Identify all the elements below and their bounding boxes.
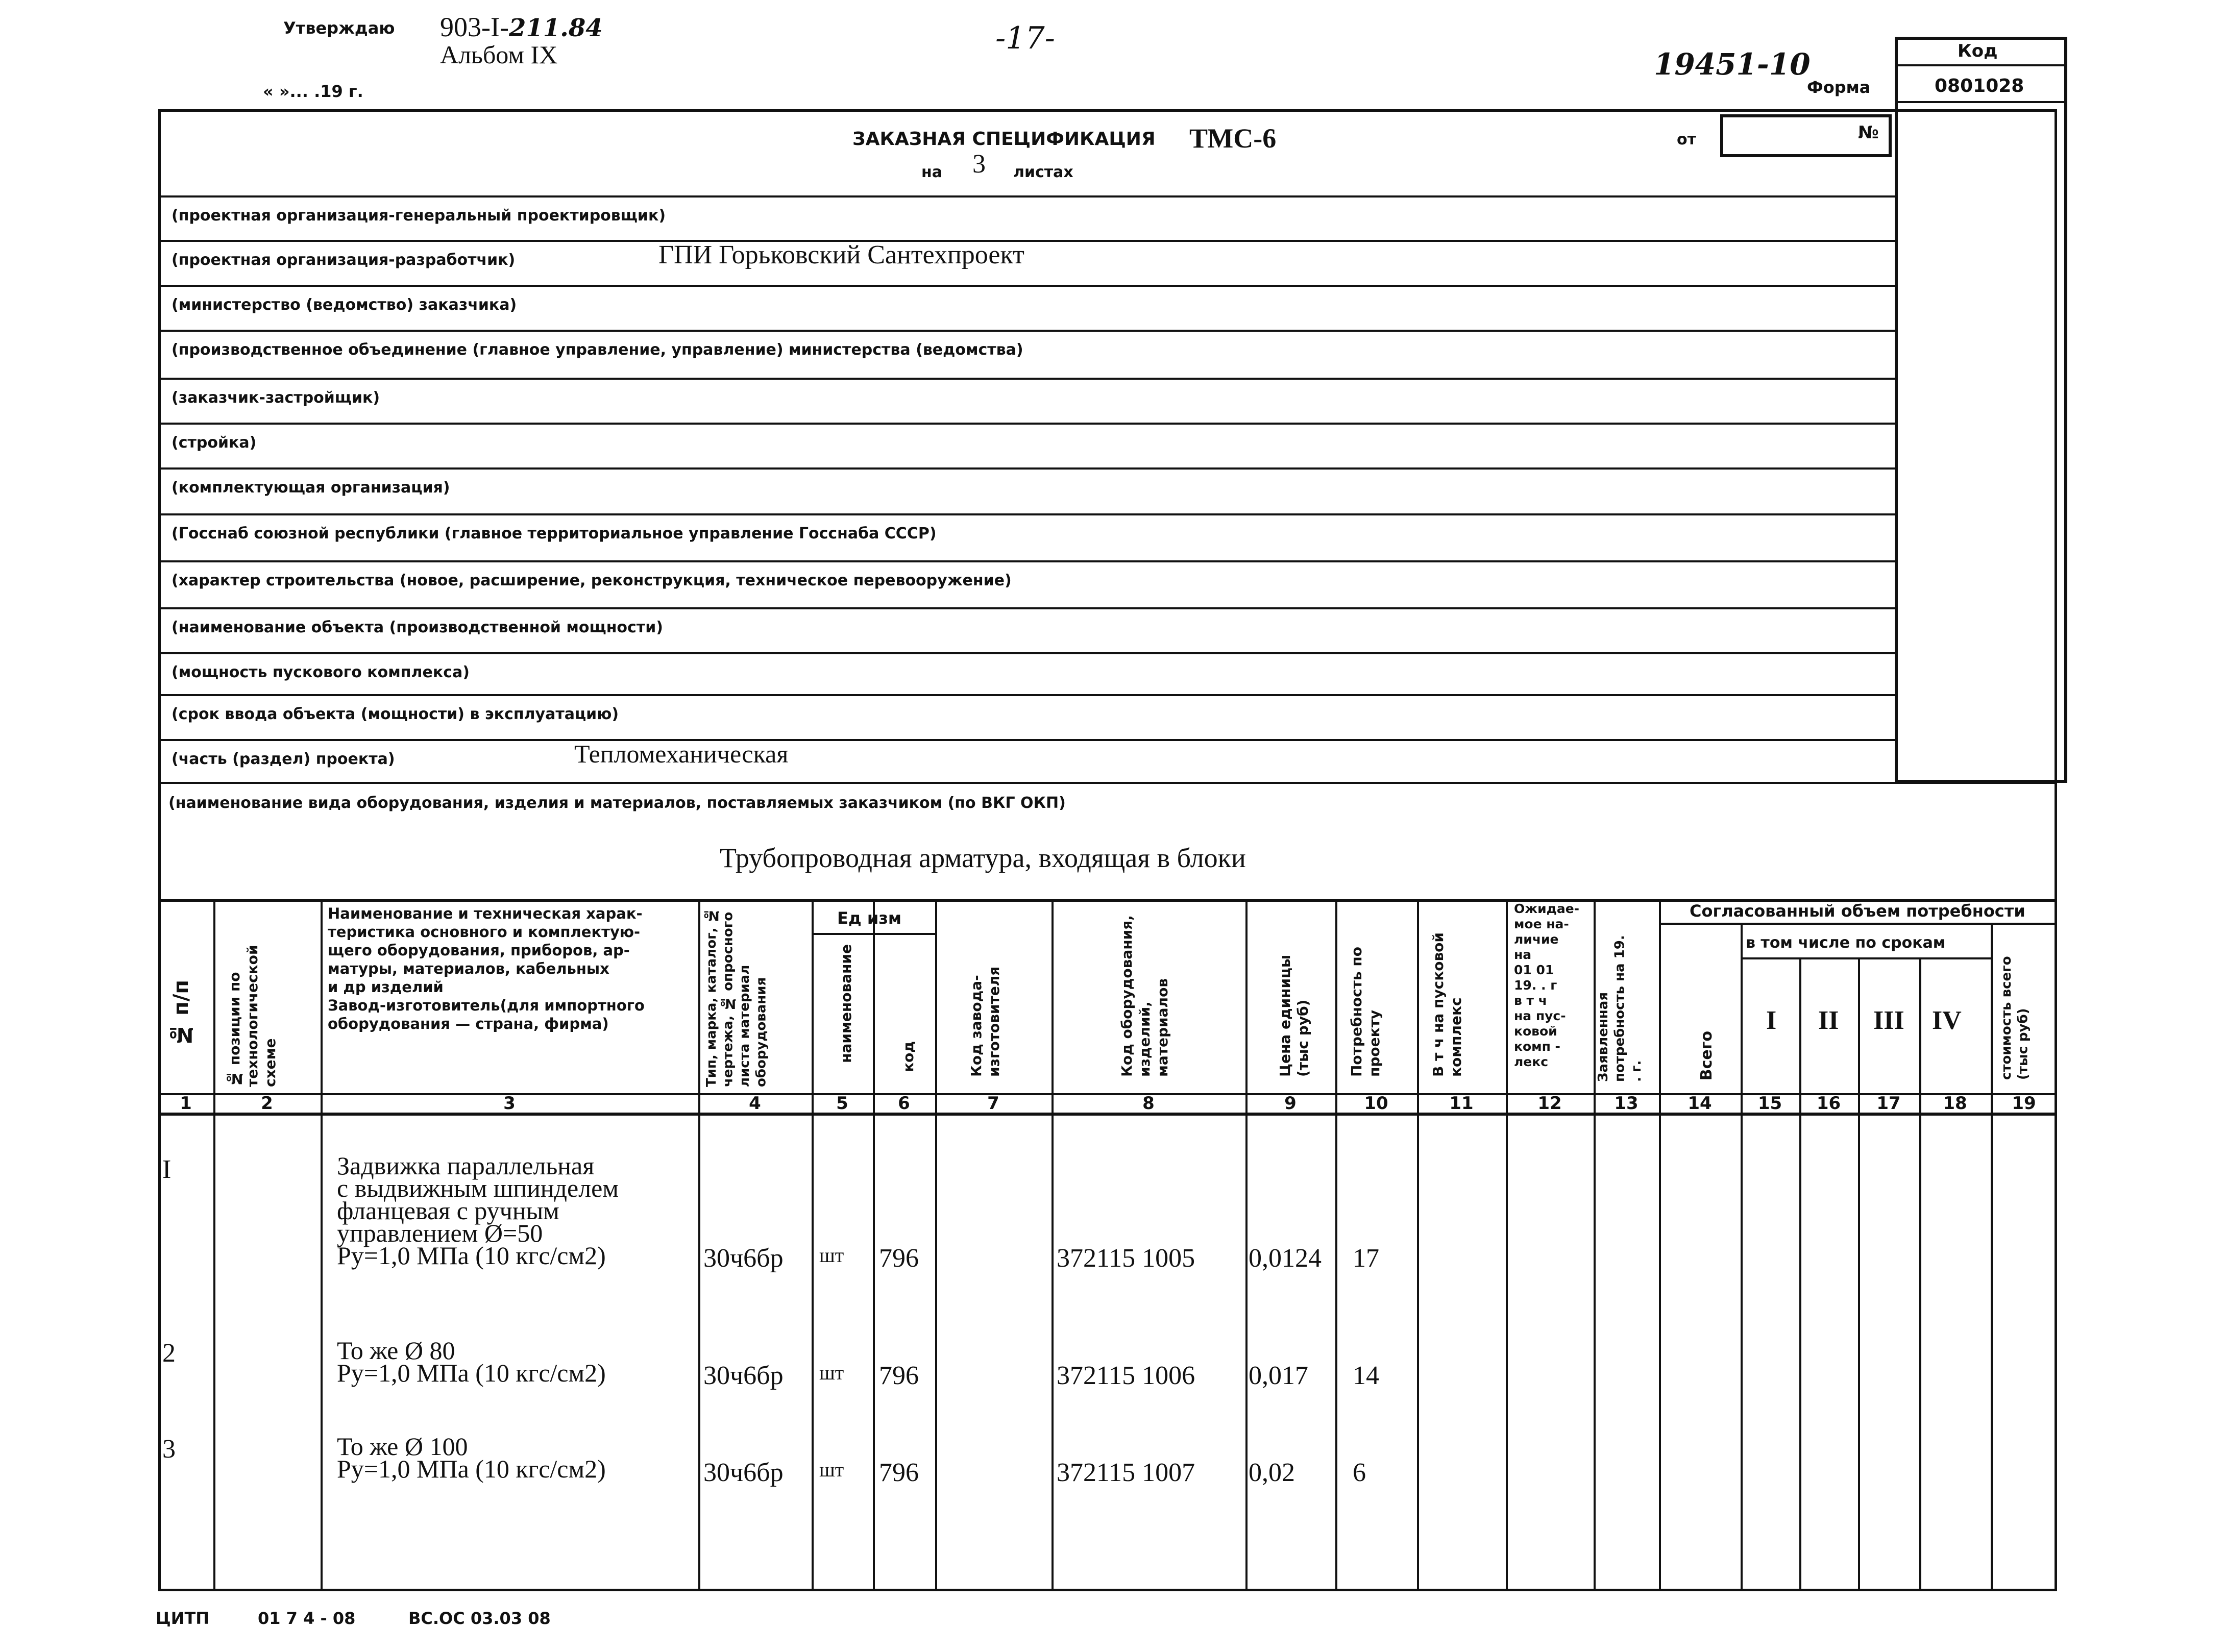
col3-line: матуры, материалов, кабельных [328,960,609,977]
field-divider [158,739,1896,741]
column-number: 17 [1876,1093,1901,1114]
row-description-line: Ру=1,0 МПа (10 кгс/см2) [337,1359,606,1387]
column-line [1919,957,1921,1591]
field-label: (стройка) [172,434,257,452]
col-header-18: IV [1932,1006,1962,1035]
project-code-hand: 211.84 [508,14,603,42]
unit-group-header: Ед изм [837,908,902,928]
col-header-12 [1514,901,1579,1070]
row-description-line: управлением Ø=50 [337,1219,543,1247]
row-number: I [162,1155,172,1184]
column-line [1659,899,1661,1591]
row-number: 3 [162,1435,176,1464]
approve-label: Утверждаю [283,18,395,38]
field-divider [158,513,1896,515]
field-value[interactable] [613,330,715,350]
column-line [1052,899,1054,1591]
col12-line: личие [1514,932,1559,947]
col3-line: Завод-изготовитель(для импортного [328,997,645,1014]
col3-line: Наименование и техническая харак- [328,905,643,922]
column-line [812,899,814,1591]
field-value[interactable] [613,513,715,534]
col-header-7: Код завода-изготовителя [968,966,1003,1077]
column-line [1245,899,1248,1591]
row-equipment-code: 372115 1007 [1057,1458,1195,1487]
field-label: (срок ввода объекта (мощности) в эксплуатацию) [172,705,619,723]
column-number: 7 [987,1093,999,1114]
col3-line: теристика основного и комплектую- [328,923,641,941]
column-number: 18 [1943,1093,1967,1114]
col-header-2: № позиции по технологической схеме [226,945,279,1087]
sheets-count: 3 [972,150,986,179]
field-divider [158,423,1896,425]
column-line [1858,957,1860,1591]
column-number: 16 [1816,1093,1841,1114]
column-number: 6 [898,1093,910,1114]
page-number: -17- [995,20,1055,56]
column-line [1506,899,1508,1591]
field-divider [158,378,1896,380]
column-line [935,899,937,1591]
field-divider [158,560,1896,562]
album-label: Альбом IX [440,40,558,69]
col-header-6: код [900,1041,917,1072]
column-number: 4 [749,1093,761,1114]
column-number: 3 [503,1093,516,1114]
field-label: (характер строительства (новое, расширение, реконструкция, техническое перевооружение) [172,572,1012,589]
row-price: 0,017 [1249,1361,1308,1390]
project-code-prefix: 903-I- [440,12,509,42]
row-description-line: с выдвижным шпинделем [337,1174,619,1202]
row-description-line: Ру=1,0 МПа (10 кгс/см2) [337,1241,606,1270]
field-value[interactable] [613,467,715,488]
col-header-19: стоимость всего (тыс руб) [1999,956,2031,1080]
col-header-4: Тип, марка, каталог, № чертежа, № опросного листа материал оборудования [704,907,769,1087]
col-header-3 [328,904,645,1033]
col12-line: 01 01 [1514,963,1554,977]
col12-line: комп - [1514,1039,1560,1054]
equipment-kind-label: (наименование вида оборудования, изделия и материалов, поставляемых заказчиком (по ВКГ ОКП) [168,794,1066,812]
col12-line: лекс [1514,1054,1549,1069]
row-description-line: Ру=1,0 МПа (10 кгс/см2) [337,1454,606,1483]
col-header-11: В т ч на пусковой комплекс [1430,932,1464,1077]
column-number: 12 [1537,1093,1562,1114]
column-number: 11 [1449,1093,1474,1114]
field-value[interactable] [613,694,715,714]
col12-line: на пус- [1514,1008,1566,1023]
column-line [698,899,700,1591]
row-unit-code: 796 [879,1361,919,1390]
row-description-line: Задвижка параллельная [337,1151,595,1180]
project-code [440,11,603,43]
col12-line: в т ч [1514,993,1547,1008]
field-label: (мощность пускового комплекса) [172,663,470,681]
field-divider [158,240,1896,242]
column-line [1417,899,1419,1591]
row-need: 6 [1353,1458,1366,1487]
footer-left: ЦИТП [156,1609,210,1628]
col-header-5: наименование [838,944,854,1063]
approval-date: « »... .19 г. [263,82,363,101]
field-divider [158,607,1896,609]
field-value[interactable] [613,560,715,581]
field-label: (комплектующая организация) [172,479,450,497]
field-value[interactable] [613,195,715,216]
ot-label: от [1677,131,1696,149]
footer-mid: 01 7 4 - 08 [258,1609,356,1628]
col12-line: ковой [1514,1024,1557,1039]
column-line [1335,899,1337,1591]
col3-line: и др изделий [328,978,444,996]
col-header-15: I [1766,1006,1777,1035]
row-description-line: То же Ø 80 [337,1336,455,1365]
no-label: № [1858,122,1879,143]
field-value[interactable] [613,652,715,673]
field-divider [158,467,1896,470]
field-label: (наименование объекта (производственной мощности) [172,619,663,636]
row-unit: шт [819,1361,844,1384]
col3-line: оборудования — страна, фирма) [328,1015,609,1032]
field-value[interactable] [613,285,715,305]
row-unit: шт [819,1458,844,1481]
row-type: 30ч6бр [703,1458,784,1487]
col-header-1: № п/п [169,980,193,1046]
column-number: 8 [1142,1093,1155,1114]
col-header-10: Потребность по проекту [1348,947,1383,1077]
forma-label: Форма [1807,78,1871,97]
sheets-prefix: на [921,163,942,181]
row-need: 14 [1353,1361,1379,1390]
field-divider [158,195,1896,198]
field-value[interactable]: ГПИ Горьковский Сантехпроект [658,240,1024,269]
row-need: 17 [1353,1244,1379,1273]
field-label: (заказчик-застройщик) [172,389,380,407]
column-line [321,899,323,1591]
field-label: (производственное объединение (главное управление, управление) министерства (ведомства) [172,341,1023,359]
field-label: (проектная организация-разработчик) [172,251,516,269]
column-number: 9 [1284,1093,1297,1114]
row-description-line: фланцевая с ручным [337,1196,559,1225]
spec-title: ЗАКАЗНАЯ СПЕЦИФИКАЦИЯ [852,129,1156,150]
column-number: 2 [261,1093,273,1114]
footer-right: ВС.ОС 03.03 08 [408,1609,551,1628]
col12-line: мое на- [1514,917,1569,931]
col-header-13: Заявленная потребность на 19. . г. [1596,935,1644,1082]
kod-label: Код [1958,41,1998,61]
row-unit: шт [819,1244,844,1267]
column-line [1741,923,1743,1591]
spec-code: ТМС-6 [1189,123,1277,154]
terms-group-header: в том числе по срокам [1746,934,1946,952]
sheets-suffix: листах [1013,163,1073,181]
col3-line: щего оборудования, приборов, ар- [328,942,630,959]
row-equipment-code: 372115 1006 [1057,1361,1195,1390]
column-number: 15 [1757,1093,1782,1114]
equipment-kind-value: Трубопроводная арматура, входящая в блоки [720,843,1246,873]
column-line [873,899,875,1591]
row-unit-code: 796 [879,1244,919,1273]
row-equipment-code: 372115 1005 [1057,1244,1195,1273]
row-price: 0,0124 [1249,1244,1322,1273]
field-value[interactable] [613,607,715,628]
row-number: 2 [162,1339,176,1368]
column-line [1799,957,1801,1591]
col12-line: 19. . г [1514,978,1557,993]
field-divider [158,694,1896,696]
col-header-17: III [1873,1006,1904,1035]
agreed-group-header: Согласованный объем потребности [1690,901,2025,921]
column-number: 10 [1364,1093,1388,1114]
column-number: 1 [180,1093,192,1114]
field-label: (министерство (ведомство) заказчика) [172,296,517,314]
col-header-9: Цена единицы (тыс руб) [1277,954,1311,1077]
column-number: 19 [2012,1093,2036,1114]
col12-line: на [1514,947,1532,962]
col-header-8: Код оборудования, изделий, материалов [1118,915,1171,1077]
row-price: 0,02 [1249,1458,1295,1487]
field-divider [158,285,1896,287]
column-line [213,899,215,1591]
field-label: (Госснаб союзной республики (главное территориальное управление Госснаба СССР) [172,525,937,543]
field-value[interactable] [613,423,715,443]
column-number: 13 [1614,1093,1639,1114]
column-number: 14 [1688,1093,1712,1114]
col-header-14: Всего [1698,1031,1716,1081]
column-line [1991,923,1993,1591]
field-label: (проектная организация-генеральный проектировщик) [172,207,666,225]
field-value[interactable] [613,378,715,398]
row-type: 30ч6бр [703,1361,784,1390]
row-unit-code: 796 [879,1458,919,1487]
field-label: (часть (раздел) проекта) [172,750,395,768]
column-number: 5 [836,1093,848,1114]
row-description-line: То же Ø 100 [337,1432,468,1461]
col12-line: Ожидае- [1514,901,1580,916]
field-divider [158,330,1896,332]
row-type: 30ч6бр [703,1244,784,1273]
field-divider [158,652,1896,654]
kod-value: 0801028 [1935,76,2024,96]
col-header-16: II [1818,1006,1839,1035]
handwritten-number: 19451-10 [1654,47,1811,82]
field-value[interactable]: Тепломеханическая [574,739,789,768]
